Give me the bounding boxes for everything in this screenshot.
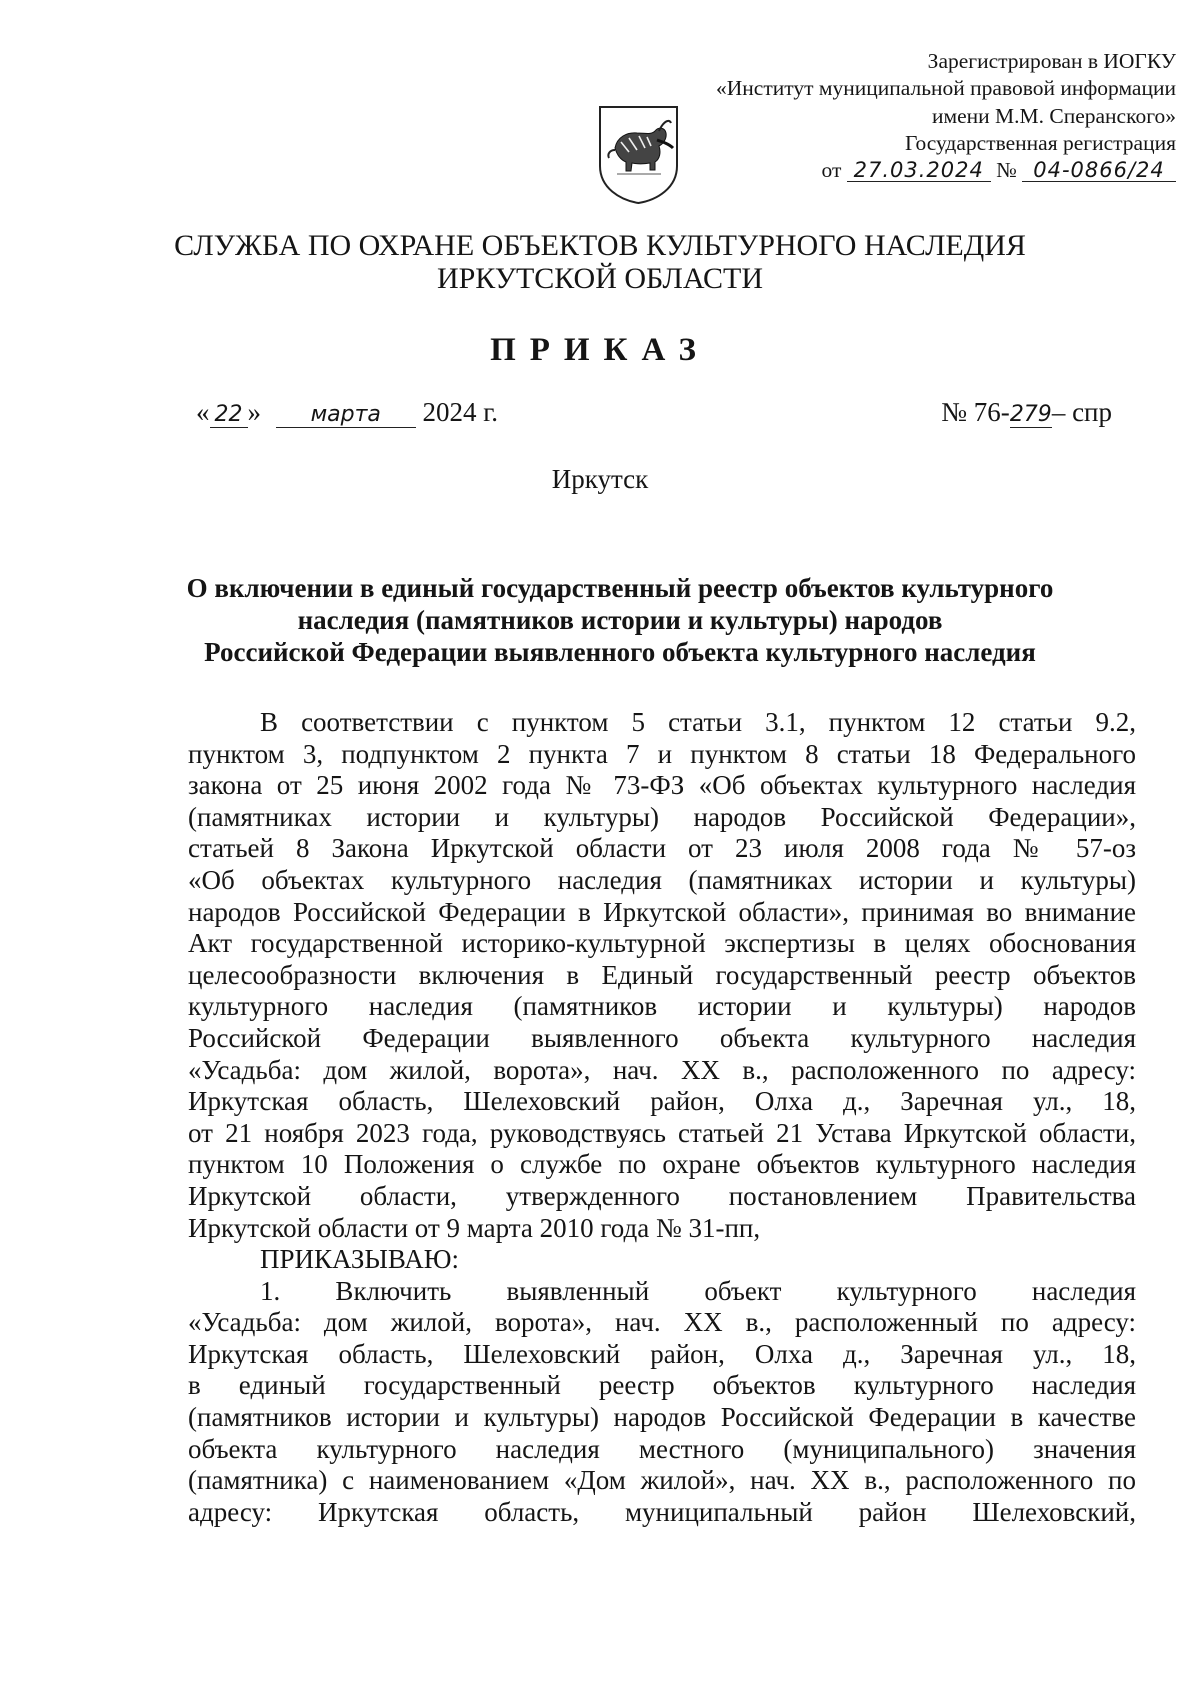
body-line: «Об объектах культурного наследия (памятниках истории и культуры) [188,864,1136,895]
body-line: Иркутской области, утвержденного постановлением Правительства [188,1180,1136,1211]
registration-number-prefix: № [996,158,1017,183]
registration-line: имени М.М. Сперанского» [931,103,1176,128]
registration-line: Зарегистрирован в ИОГКУ [927,49,1176,73]
body-line: Иркутской области от 9 марта 2010 года № 31-пп, [188,1212,761,1243]
body-line: Иркутская область, Шелеховский район, Олха д., Заречная ул., 18, [188,1338,1136,1369]
body-line: Акт государственной историко-культурной экспертизы в целях обоснования [188,928,1136,959]
body-line: закона от 25 июня 2002 года № 73-ФЗ «Об объектах культурного наследия [188,770,1136,801]
agency-name [0,229,1200,295]
quote-open: « [196,397,210,427]
agency-name-line: СЛУЖБА ПО ОХРАНЕ ОБЪЕКТОВ КУЛЬТУРНОГО НАСЛЕДИЯ [174,229,1026,262]
order-day-handwritten: 22 [210,403,248,428]
registration-date-number [616,157,1176,184]
body-line: адресу: Иркутская область, муниципальный район Шелеховский, [188,1496,1136,1527]
quote-close: » [247,397,261,427]
order-month-handwritten: марта [276,403,416,428]
order-date [196,397,498,428]
body-line: (памятника) с наименованием «Дом жилой», нач. XX в., расположенного по [188,1465,1136,1496]
order-number [941,397,1112,428]
body-line: пунктом 10 Положения о службе по охране объектов культурного наследия [188,1149,1136,1180]
order-number-handwritten: 279 [1009,402,1052,427]
registration-line: Государственная регистрация [904,130,1176,155]
body-line: целесообразности включения в Единый государственный реестр объектов [188,959,1136,990]
order-year: 2024 г. [422,397,499,427]
body-line: Российской Федерации выявленного объекта культурного наследия [188,1022,1136,1053]
body-line: 1. Включить выявленный объект культурного наследия [260,1275,1136,1306]
body-line: народов Российской Федерации в Иркутской области», принимая во внимание [188,896,1136,927]
document-type-title: ПРИКАЗ [490,332,710,368]
title-line: О включении в единый государственный реестр объектов культурного [186,573,1054,603]
body-line: Иркутская область, Шелеховский район, Олха д., Заречная ул., 18, [188,1086,1136,1117]
body-line: объекта культурного наследия местного (муниципального) значения [188,1433,1136,1464]
body-line: культурного наследия (памятников истории и культуры) народов [188,991,1136,1022]
order-number-suffix: – спр [1051,397,1112,427]
body-line: пунктом 3, подпунктом 2 пункта 7 и пунктом 8 статьи 18 Федерального [188,738,1136,769]
agency-name-line: ИРКУТСКОЙ ОБЛАСТИ [436,262,764,295]
order-number-prefix: № 76- [941,397,1010,427]
title-line: Российской Федерации выявленного объекта культурного наследия [204,637,1036,667]
body-line: в единый государственный реестр объектов культурного наследия [188,1370,1136,1401]
order-subject-title [150,572,1090,668]
order-city: Иркутск [551,464,649,494]
registration-stamp [616,48,1176,184]
registration-line: «Институт муниципальной правовой информации [716,76,1176,101]
body-line: статьей 8 Закона Иркутской области от 23 июля 2008 года № 57-оз [188,833,1136,864]
title-line: наследия (памятников истории и культуры) народов [297,605,943,635]
registration-date-prefix: от [821,158,842,183]
body-line: «Усадьба: дом жилой, ворота», нач. XX в., расположенный по адресу: [188,1307,1136,1338]
registration-date-handwritten: 27.03.2024 [847,159,991,182]
registration-number-handwritten: 04-0866/24 [1022,159,1176,182]
body-line: (памятниках истории и культуры) народов Российской Федерации», [188,801,1136,832]
order-command: ПРИКАЗЫВАЮ: [260,1244,459,1275]
body-line: от 21 ноября 2023 года, руководствуясь статьей 21 Устава Иркутской области, [188,1117,1136,1148]
body-line: (памятников истории и культуры) народов Российской Федерации в качестве [188,1402,1136,1433]
order-body [188,707,1136,1528]
body-line: «Усадьба: дом жилой, ворота», нач. XX в., расположенного по адресу: [188,1054,1136,1085]
body-line: В соответствии с пунктом 5 статьи 3.1, пунктом 12 статьи 9.2, [260,707,1136,737]
